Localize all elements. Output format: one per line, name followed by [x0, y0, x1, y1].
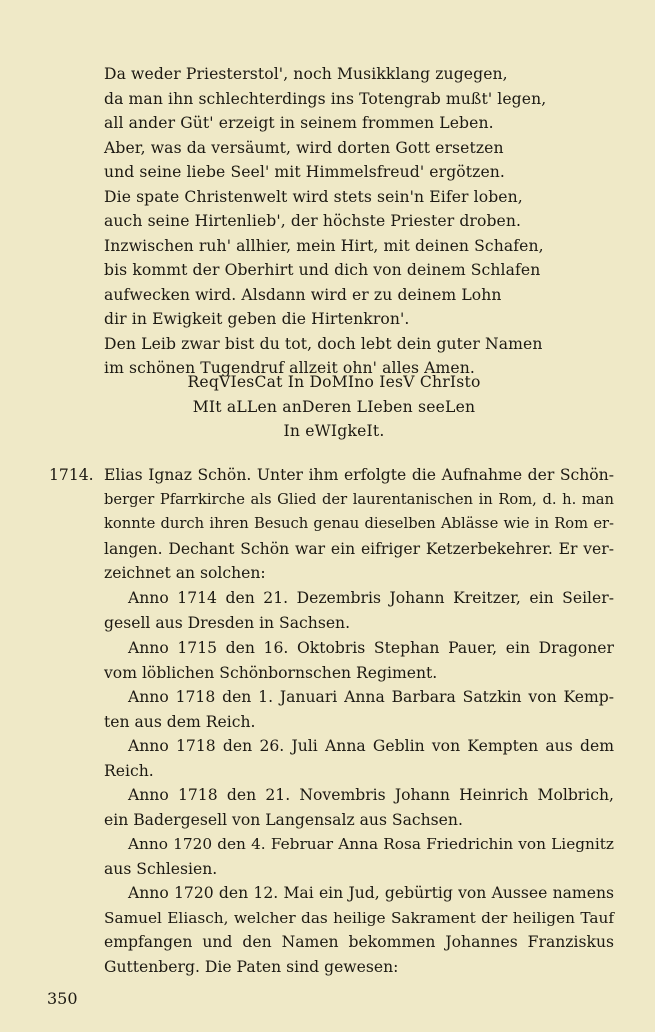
- text-line: zeichnet an solchen:: [104, 564, 266, 582]
- text-line: Anno 1720 den 12. Mai ein Jud, gebürtig von Aussee namens: [128, 884, 614, 902]
- record-1718-nov: [104, 783, 614, 832]
- poem-line: Die spate Christenwelt wird stets sein'n Eifer loben,: [104, 187, 523, 206]
- text-line: vom löblichen Schönbornschen Regiment.: [104, 663, 438, 682]
- text-line: empfangen und den Namen bekommen Johannes Franziskus: [104, 933, 614, 951]
- text-line: ten aus dem Reich.: [104, 712, 256, 731]
- poem-line: Da weder Priesterstol', noch Musikklang zugegen,: [104, 65, 508, 83]
- text-line: Anno 1715 den 16. Oktobris Stephan Pauer, ein Dragoner: [128, 639, 614, 657]
- poem-line: Den Leib zwar bist du tot, doch lebt dein guter Namen: [104, 334, 543, 353]
- text-line: langen. Dechant Schön war ein eifriger Ketzerbekehrer. Er ver-: [104, 539, 614, 558]
- text-line: Guttenberg. Die Paten sind gewesen:: [104, 957, 399, 976]
- poem-line: Inzwischen ruh' allhier, mein Hirt, mit deinen Schafen,: [104, 236, 544, 255]
- record-1714: [104, 586, 614, 635]
- text-line: ein Badergesell von Langensalz aus Sachsen.: [104, 810, 463, 829]
- entry-year: 1714.: [49, 466, 94, 484]
- poem-line: auch seine Hirtenlieb', der höchste Priester droben.: [104, 212, 522, 230]
- poem-line: Aber, was da versäumt, wird dorten Gott ersetzen: [104, 138, 504, 157]
- epitaph-poem: [104, 62, 604, 381]
- text-line: Anno 1714 den 21. Dezembris Johann Kreitzer, ein Seiler-: [128, 589, 614, 607]
- poem-line: im schönen Tugendruf allzeit ohn' alles Amen.: [104, 359, 475, 377]
- poem-line: da man ihn schlechterdings ins Totengrab mußt' legen,: [104, 89, 547, 108]
- record-1720-may: [104, 881, 614, 979]
- chronogram-line: In eWIgkeIt.: [283, 422, 385, 440]
- record-1718-jul: [104, 734, 614, 783]
- text-line: Reich.: [104, 761, 154, 780]
- page-number: 350: [47, 989, 78, 1008]
- text-line: Anno 1718 den 1. Januari Anna Barbara Satzkin von Kemp-: [128, 688, 614, 706]
- text-line: Samuel Eliasch, welcher das heilige Sakrament der heiligen Tauf: [104, 908, 614, 927]
- record-1720-feb: [104, 832, 614, 881]
- text-line: gesell aus Dresden in Sachsen.: [104, 613, 351, 632]
- text-line: Elias Ignaz Schön. Unter ihm erfolgte die Aufnahme der Schön-: [104, 466, 614, 484]
- poem-line: all ander Güt' erzeigt in seinem frommen Leben.: [104, 114, 494, 132]
- entry-intro: [104, 463, 614, 586]
- text-line: konnte durch ihren Besuch genau dieselben Ablässe wie in Rom er-: [104, 515, 614, 532]
- text-line: Anno 1718 den 21. Novembris Johann Heinrich Molbrich,: [128, 786, 614, 804]
- text-line: Anno 1720 den 4. Februar Anna Rosa Friedrichin von Liegnitz: [128, 835, 614, 853]
- text-line: aus Schlesien.: [104, 859, 218, 878]
- poem-line: aufwecken wird. Alsdann wird er zu deinem Lohn: [104, 285, 502, 304]
- poem-line: bis kommt der Oberhirt und dich von deinem Schlafen: [104, 261, 541, 279]
- chronogram-line: MIt aLLen anDeren LIeben seeLen: [192, 397, 476, 416]
- poem-line: und seine liebe Seel' mit Himmelsfreud' ergötzen.: [104, 163, 505, 181]
- chronogram-line: ReqVIesCat In DoMIno IesV ChrIsto: [187, 373, 481, 391]
- record-1718-jan: [104, 685, 614, 734]
- text-line: Anno 1718 den 26. Juli Anna Geblin von Kempten aus dem: [128, 737, 614, 755]
- poem-line: dir in Ewigkeit geben die Hirtenkron'.: [104, 310, 410, 328]
- text-line: berger Pfarrkirche als Glied der laurentanischen in Rom, d. h. man: [104, 490, 614, 508]
- chronogram: [104, 370, 564, 444]
- record-1715: [104, 636, 614, 685]
